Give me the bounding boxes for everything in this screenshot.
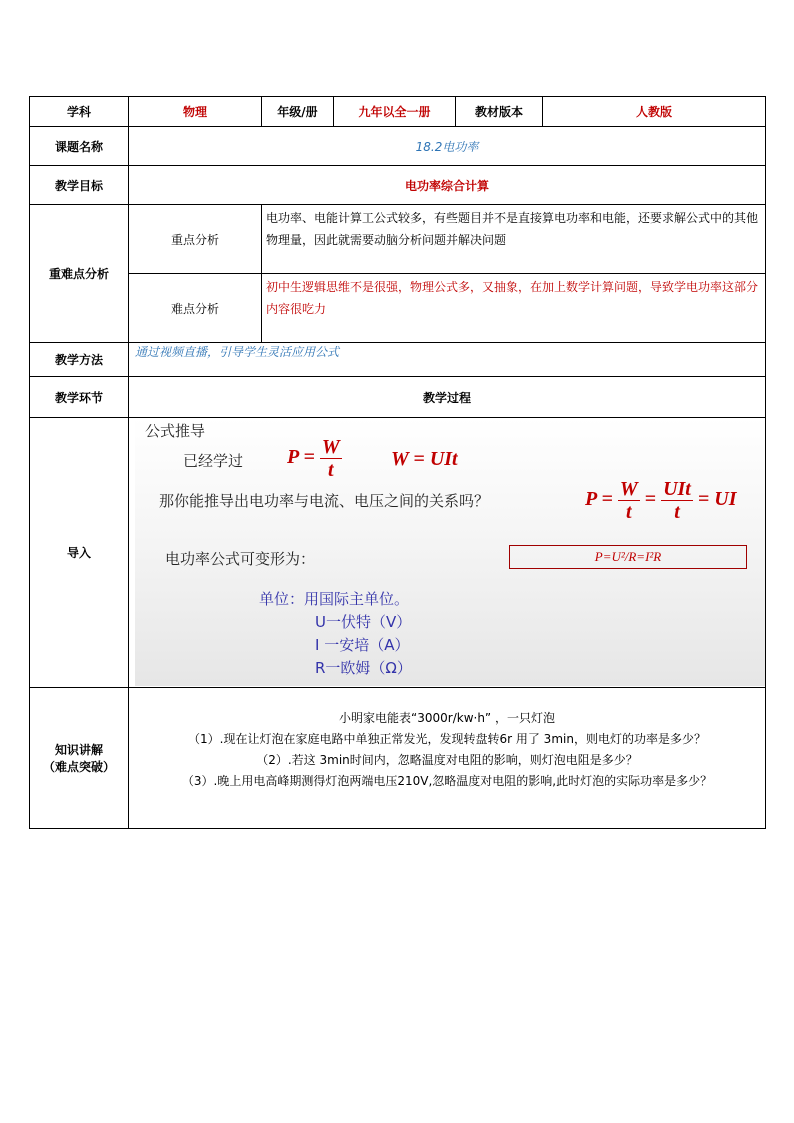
difficult-analysis-label: 难点分析	[129, 274, 262, 343]
knowledge-label-line2: （难点突破）	[42, 760, 115, 774]
textbook-label: 教材版本	[456, 97, 543, 127]
course-name-row	[30, 127, 766, 166]
unit-volt: U一伏特（V）	[315, 613, 412, 631]
problem-3: （3）.晚上用电高峰期测得灯泡两端电压210V,忽略温度对电阻的影响,此时灯泡的实际功率是多少？	[181, 774, 713, 788]
grade-value: 九年以全一册	[334, 97, 456, 127]
knowledge-label	[30, 688, 129, 829]
teaching-goal-label: 教学目标	[30, 166, 129, 205]
learned-text: 已经学过	[183, 452, 244, 470]
process-value: 教学过程	[129, 377, 766, 418]
grade-label: 年级/册	[262, 97, 334, 127]
unit-title: 单位：用国际主单位。	[259, 590, 410, 608]
transform-text: 电功率公式可变形为：	[165, 550, 316, 568]
method-value: 通过视频直播，引导学生灵活应用公式	[129, 343, 766, 377]
intro-panel-cell	[129, 418, 766, 688]
problem-2: （2）.若这 3min时间内，忽略温度对电阻的影响，则灯泡电阻是多少？	[256, 753, 638, 767]
method-label: 教学方法	[30, 343, 129, 377]
derivation-question: 那你能推导出电功率与电流、电压之间的关系吗？	[159, 492, 490, 510]
difficult-analysis-text: 初中生逻辑思维不是很强，物理公式多，又抽象，在加上数学计算问题，导致学电功率这部分内容很吃力	[262, 274, 766, 343]
course-name-value: 18.2电功率	[129, 127, 766, 166]
problem-intro: 小明家电能表“3000r/kw·h” ，一只灯泡	[339, 711, 555, 725]
power-formula-derived: P = $\frac{W}{t}$ = $\frac{\text{UIt}}{t}$ = UI	[585, 478, 737, 523]
work-formula: W = UIt	[391, 448, 458, 470]
difficult-analysis-row	[30, 274, 766, 343]
transform-formula-box: P=U²/R=I²R	[509, 545, 747, 569]
intro-label: 导入	[30, 418, 129, 688]
textbook-value: 人教版	[543, 97, 766, 127]
unit-ohm: R一欧姆（Ω）	[315, 659, 412, 677]
power-formula-1: P = $\frac{W}{t}$	[287, 436, 340, 481]
subject-value: 物理	[129, 97, 262, 127]
knowledge-label-line1: 知识讲解	[54, 743, 103, 757]
problem-1: （1）.现在让灯泡在家庭电路中单独正常发光，发现转盘转6r 用了 3min，则电灯的功率是多少？	[188, 732, 706, 746]
process-header-row	[30, 377, 766, 418]
key-analysis-label: 重点分析	[129, 205, 262, 274]
lesson-plan-table	[29, 96, 766, 829]
key-analysis-row	[30, 205, 766, 274]
teaching-goal-value: 电功率综合计算	[129, 166, 766, 205]
subject-label: 学科	[30, 97, 129, 127]
derivation-heading: 公式推导	[145, 422, 206, 440]
intro-row	[30, 418, 766, 688]
header-row	[30, 97, 766, 127]
teaching-goal-row	[30, 166, 766, 205]
intro-slide	[129, 418, 765, 686]
analysis-label: 重难点分析	[30, 205, 129, 343]
knowledge-row	[30, 688, 766, 829]
process-label: 教学环节	[30, 377, 129, 418]
unit-ampere: I 一安培（A）	[315, 636, 410, 654]
method-row	[30, 343, 766, 377]
key-analysis-text: 电功率、电能计算工公式较多，有些题目并不是直接算电功率和电能，还要求解公式中的其他物理量，因此就需要动脑分析问题并解决问题	[262, 205, 766, 274]
course-name-label: 课题名称	[30, 127, 129, 166]
knowledge-content	[129, 688, 766, 829]
